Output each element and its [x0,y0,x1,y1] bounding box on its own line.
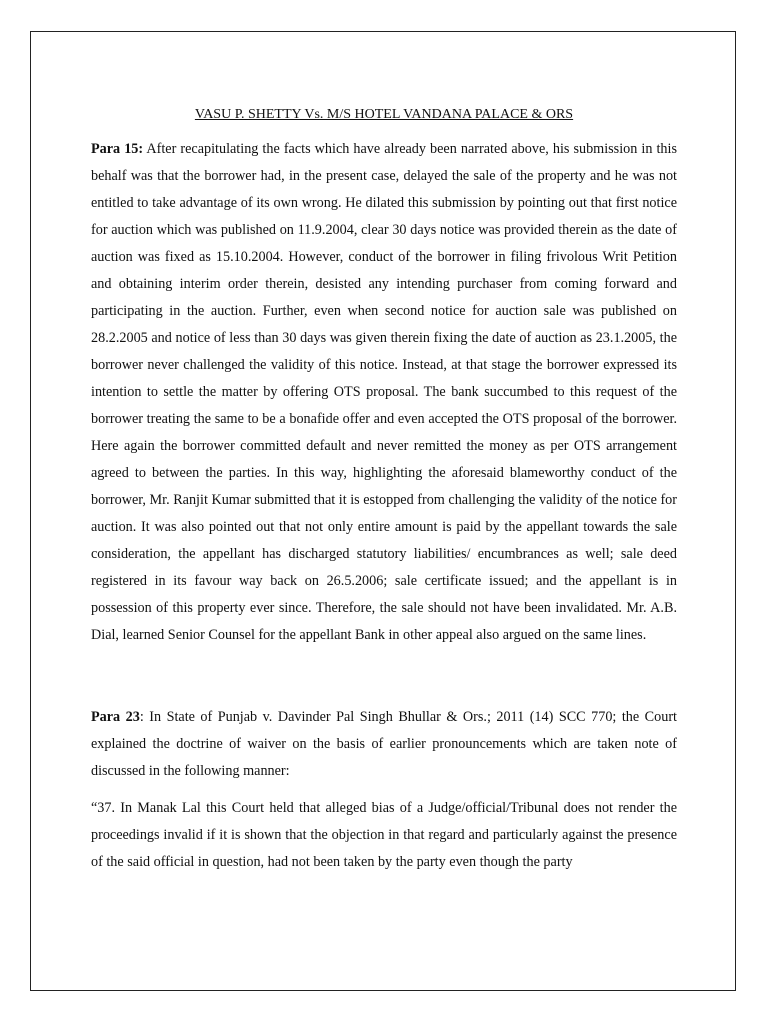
paragraph-spacer [91,649,677,704]
paragraph-label: Para 23 [91,709,140,725]
document-body [91,104,677,876]
paragraph-text: : In State of Punjab v. Davinder Pal Singh Bhullar & Ors.; 2011 (14) SCC 770; the Court explained the doctrine of waiver on the basis of earlier pronouncements which are taken note of discussed in the following manner: [91,709,677,779]
paragraph-para-23 [91,704,677,785]
document-title: VASU P. SHETTY Vs. M/S HOTEL VANDANA PALACE & ORS [194,107,574,122]
quoted-paragraph: “37. In Manak Lal this Court held that alleged bias of a Judge/official/Tribunal does not render the proceedings invalid if it is shown that the objection in that regard and particularly against the presence of the said official in question, had not been taken by the party even though the party [91,800,677,870]
paragraph-para-15 [91,136,677,649]
paragraph-label: Para 15: [91,141,144,157]
paragraph-spacer [91,785,677,795]
paragraph-text: After recapitulating the facts which have already been narrated above, his submission in this behalf was that the borrower had, in the present case, delayed the sale of the property and he was not entitled to take advantage of its own wrong. He dilated this submission by pointing out that first notice for auction which was published on 11.9.2004, clear 30 days notice was provided therein as the date of auction was fixed as 15.10.2004. However, conduct of the borrower in filing frivolous Writ Petition and obtaining interim order therein, desisted any intending purchaser from coming forward and participating in the auction. Further, even when second notice for auction sale was published on 28.2.2005 and notice of less than 30 days was given therein fixing the date of auction as 23.1.2005, the borrower never challenged the validity of this notice. Instead, at that stage the borrower expressed its intention to settle the matter by offering OTS proposal. The bank succumbed to this request of the borrower treating the same to be a bonafide offer and even accepted the OTS proposal of the borrower. Here again the borrower committed default and never remitted the money as per OTS arrangement agreed to between the parties. In this way, highlighting the aforesaid blameworthy conduct of the borrower, Mr. Ranjit Kumar submitted that it is estopped from challenging the validity of the notice for auction. It was also pointed out that not only entire amount is paid by the appellant towards the sale consideration, the appellant has discharged statutory liabilities/ encumbrances as well; sale deed registered in its favour way back on 26.5.2006; sale certificate issued; and the appellant is in possession of this property ever since. Therefore, the sale should not have been invalidated. Mr. A.B. Dial, learned Senior Counsel for the appellant Bank in other appeal also argued on the same lines. [91,141,677,643]
